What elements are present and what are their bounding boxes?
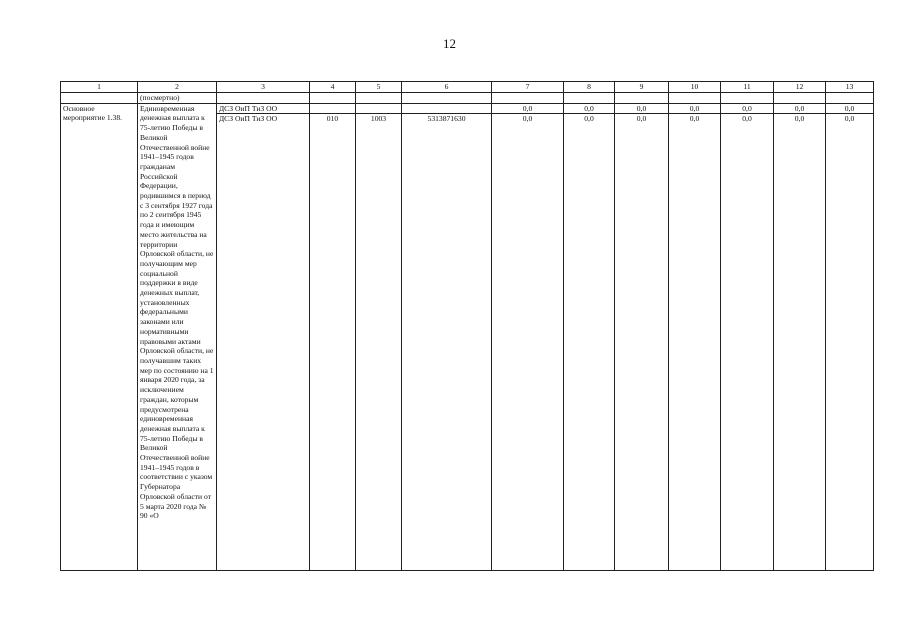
empty-cell (356, 93, 402, 104)
column-number: 4 (310, 82, 356, 93)
executor-cell: ДСЗ ОиП ТиЗ ОО (217, 114, 310, 571)
value-cell: 0,0 (564, 114, 615, 571)
column-number: 5 (356, 82, 402, 93)
section-label: Основное мероприятие 1.38. (61, 103, 138, 571)
csr-cell (402, 103, 492, 114)
rzpr-cell: 1003 (356, 114, 402, 571)
value-cell: 0,0 (669, 103, 721, 114)
page-number: 12 (443, 36, 456, 51)
column-number: 12 (774, 82, 826, 93)
column-number: 11 (721, 82, 774, 93)
table-row (61, 103, 874, 114)
column-number: 10 (669, 82, 721, 93)
empty-cell (402, 93, 492, 104)
executor-cell: ДСЗ ОиП ТиЗ ОО (217, 103, 310, 114)
value-cell: 0,0 (492, 114, 564, 571)
empty-cell (774, 93, 826, 104)
empty-cell (669, 93, 721, 104)
value-cell: 0,0 (721, 103, 774, 114)
csr-cell: 5313871630 (402, 114, 492, 571)
column-number: 7 (492, 82, 564, 93)
grbs-cell: 010 (310, 114, 356, 571)
empty-cell (217, 93, 310, 104)
column-number: 2 (138, 82, 217, 93)
continuation-text: (посмертно) (138, 93, 217, 104)
empty-cell (310, 93, 356, 104)
value-cell: 0,0 (826, 103, 874, 114)
column-number: 13 (826, 82, 874, 93)
column-number-row (61, 82, 874, 93)
measure-description: Единовременная денежная выплата к 75-летию Победы в Великой Отечественной войне 1941–1945 годов гражданам Российской Федерации, родившимся в период с 3 сентября 1927 года по 2 сентября 1945 года и имеющим место жительства на территории Орловской области, не получающим мер социальной поддержки в виде денежных выплат, установленных федеральными законами или нормативными правовыми актами Орловской области, не получавшим таких мер по состоянию на 1 января 2020 года, за исключением граждан, которым предусмотрена единовременная денежная выплата к 75-летию Победы в Великой Отечественной войне 1941–1945 годов в соответствии с указом Губернатора Орловской области от 5 марта 2020 года № 90 «О (138, 103, 217, 571)
empty-cell (61, 93, 138, 104)
value-cell: 0,0 (826, 114, 874, 571)
grbs-cell (310, 103, 356, 114)
column-number: 8 (564, 82, 615, 93)
continuation-row (61, 93, 874, 104)
column-number: 3 (217, 82, 310, 93)
value-cell: 0,0 (615, 103, 669, 114)
empty-cell (721, 93, 774, 104)
value-cell: 0,0 (564, 103, 615, 114)
rzpr-cell (356, 103, 402, 114)
value-cell: 0,0 (774, 114, 826, 571)
column-number: 1 (61, 82, 138, 93)
empty-cell (492, 93, 564, 104)
budget-table (60, 81, 874, 571)
empty-cell (615, 93, 669, 104)
value-cell: 0,0 (669, 114, 721, 571)
value-cell: 0,0 (721, 114, 774, 571)
column-number: 6 (402, 82, 492, 93)
empty-cell (564, 93, 615, 104)
value-cell: 0,0 (774, 103, 826, 114)
value-cell: 0,0 (615, 114, 669, 571)
empty-cell (826, 93, 874, 104)
column-number: 9 (615, 82, 669, 93)
value-cell: 0,0 (492, 103, 564, 114)
